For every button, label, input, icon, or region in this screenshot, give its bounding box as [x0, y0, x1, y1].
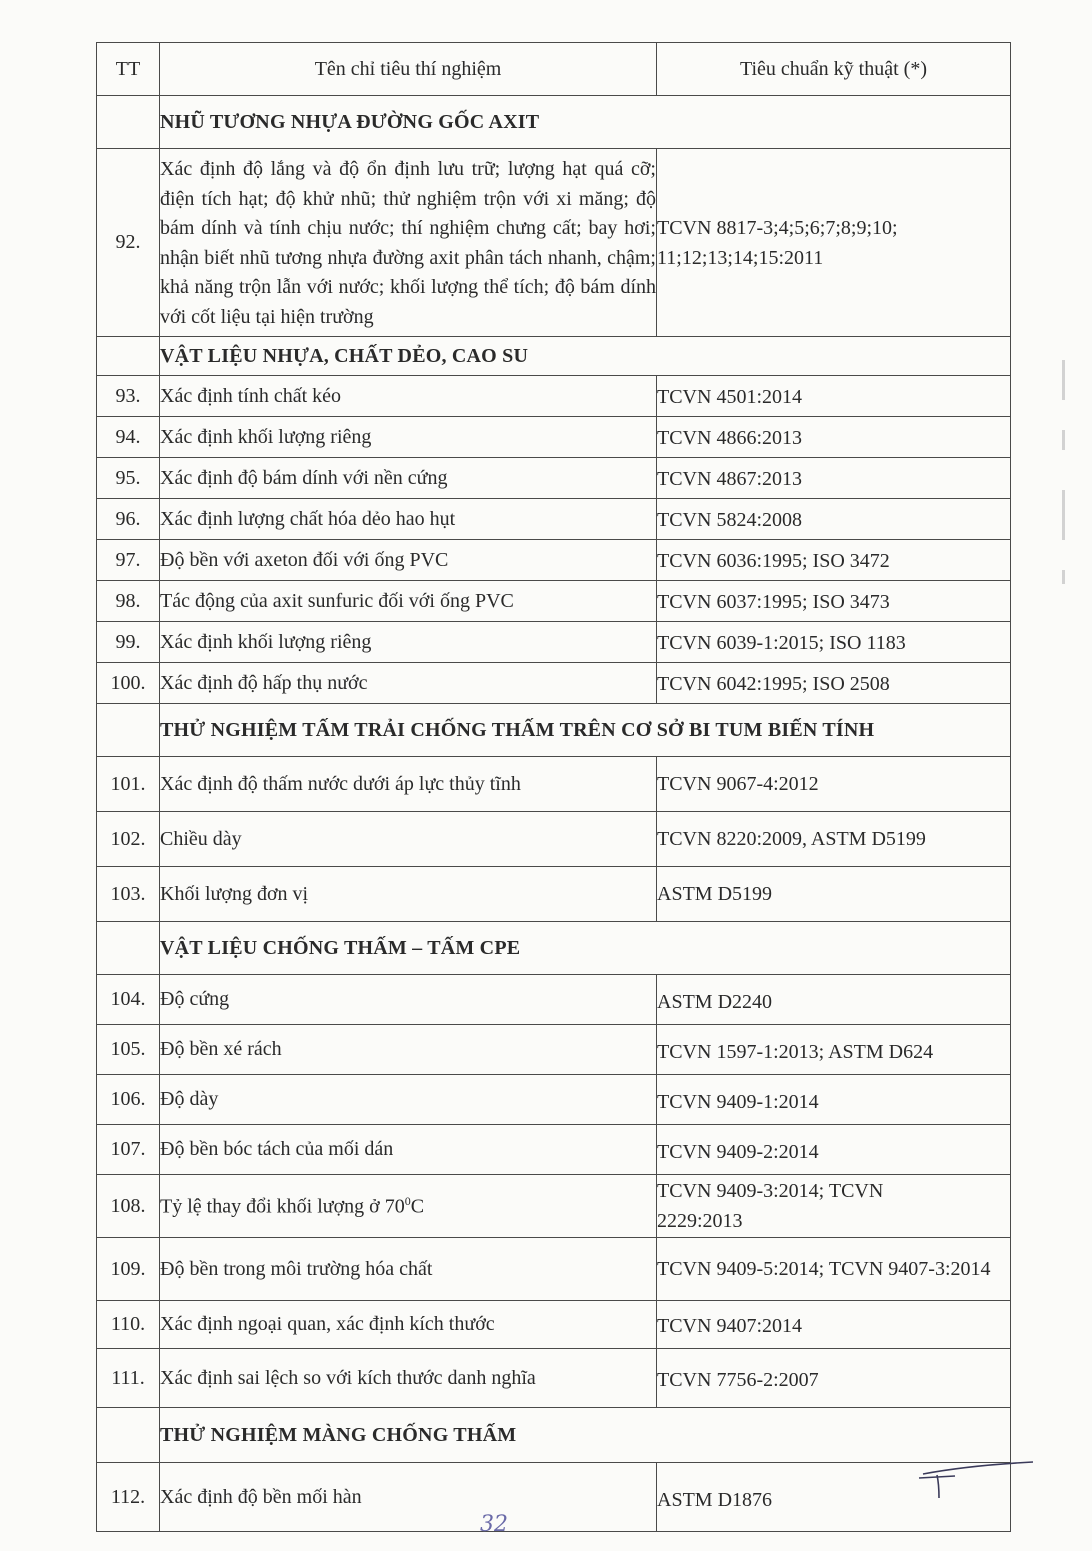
row-test-name: Xác định độ lắng và độ ổn định lưu trữ; lượng hạt quá cỡ; điện tích hạt; độ khử nhũ; thử nghiệm trộn với xi măng; độ bám dính và tính chịu nước; thí nghiệm chưng cất; bay hơi; nhận biết nhũ tương nhựa đường axit phân tách nhanh, chậm; khả năng trộn lẫn với nước; khối lượng thể tích; độ bám dính với cốt liệu tại hiện trường: [160, 149, 657, 337]
row-test-name: Độ bền bóc tách của mối dán: [160, 1125, 657, 1175]
row-test-name: [160, 1175, 657, 1238]
table-row: [97, 417, 1011, 458]
section-title: NHŨ TƯƠNG NHỰA ĐƯỜNG GỐC AXIT: [160, 96, 1011, 149]
row-standard: TCVN 6042:1995; ISO 2508: [657, 663, 1011, 704]
row-tt: 101.: [97, 757, 160, 812]
table-row: [97, 663, 1011, 704]
row-test-name: Xác định khối lượng riêng: [160, 417, 657, 458]
row-standard: TCVN 7756-2:2007: [657, 1349, 1011, 1408]
row-standard: TCVN 4867:2013: [657, 458, 1011, 499]
table-row: [97, 1125, 1011, 1175]
row-standard: ASTM D2240: [657, 975, 1011, 1025]
table-row: [97, 1075, 1011, 1125]
row-test-name: Xác định tính chất kéo: [160, 376, 657, 417]
row-test-name-unit: C: [410, 1195, 425, 1218]
row-standard: TCVN 4501:2014: [657, 376, 1011, 417]
row-standard: TCVN 9409-3:2014; TCVN 2229:2013: [657, 1175, 1011, 1238]
row-tt: 104.: [97, 975, 160, 1025]
table-row: [97, 622, 1011, 663]
page-number: 32: [480, 1512, 508, 1537]
row-test-name: Tác động của axit sunfuric đối với ống PVC: [160, 581, 657, 622]
row-test-name: Xác định lượng chất hóa dẻo hao hụt: [160, 499, 657, 540]
row-standard: TCVN 8220:2009, ASTM D5199: [657, 812, 1011, 867]
row-standard: TCVN 9067-4:2012: [657, 757, 1011, 812]
row-standard: TCVN 6036:1995; ISO 3472: [657, 540, 1011, 581]
row-tt: 102.: [97, 812, 160, 867]
row-standard: ASTM D5199: [657, 867, 1011, 922]
table-row: [97, 1301, 1011, 1349]
row-tt: 103.: [97, 867, 160, 922]
row-tt: 109.: [97, 1238, 160, 1301]
table-row: [97, 581, 1011, 622]
row-test-name: Độ dày: [160, 1075, 657, 1125]
table-row: [97, 458, 1011, 499]
row-tt: 106.: [97, 1075, 160, 1125]
row-tt: 92.: [97, 149, 160, 337]
row-standard: TCVN 9409-5:2014; TCVN 9407-3:2014: [657, 1238, 1011, 1301]
section-row: [97, 337, 1011, 376]
row-tt: 107.: [97, 1125, 160, 1175]
table-row: [97, 1463, 1011, 1532]
table-row: [97, 812, 1011, 867]
header-standard: Tiêu chuẩn kỹ thuật (*): [657, 43, 1011, 96]
header-tt: TT: [97, 43, 160, 96]
header-test-name: Tên chỉ tiêu thí nghiệm: [160, 43, 657, 96]
row-standard: TCVN 1597-1:2013; ASTM D624: [657, 1025, 1011, 1075]
row-tt: 111.: [97, 1349, 160, 1408]
row-test-name: Chiều dày: [160, 812, 657, 867]
scan-artifact-marks: [1062, 360, 1068, 590]
row-test-name: Xác định khối lượng riêng: [160, 622, 657, 663]
row-tt: 97.: [97, 540, 160, 581]
section-row: [97, 704, 1011, 757]
row-standard: TCVN 9409-1:2014: [657, 1075, 1011, 1125]
table-row: [97, 149, 1011, 337]
row-tt: 108.: [97, 1175, 160, 1238]
row-tt: 96.: [97, 499, 160, 540]
row-test-name: Xác định sai lệch so với kích thước danh nghĩa: [160, 1349, 657, 1408]
table-row: [97, 499, 1011, 540]
row-standard: TCVN 8817-3;4;5;6;7;8;9;10; 11;12;13;14;15:2011: [657, 149, 1011, 337]
row-test-name: Độ bền trong môi trường hóa chất: [160, 1238, 657, 1301]
row-standard: TCVN 6037:1995; ISO 3473: [657, 581, 1011, 622]
row-standard: TCVN 4866:2013: [657, 417, 1011, 458]
row-test-name: Xác định ngoại quan, xác định kích thước: [160, 1301, 657, 1349]
row-standard: TCVN 9409-2:2014: [657, 1125, 1011, 1175]
table-row: [97, 1349, 1011, 1408]
row-test-name: Khối lượng đơn vị: [160, 867, 657, 922]
section-title: VẬT LIỆU CHỐNG THẤM – TẤM CPE: [160, 922, 1011, 975]
row-test-name: Xác định độ bền mối hàn: [160, 1463, 657, 1532]
row-test-name: Xác định độ thấm nước dưới áp lực thủy tĩnh: [160, 757, 657, 812]
signature-mark: [915, 1460, 1035, 1500]
row-tt: 110.: [97, 1301, 160, 1349]
row-tt: 98.: [97, 581, 160, 622]
table-row: [97, 540, 1011, 581]
section-title: THỬ NGHIỆM MÀNG CHỐNG THẤM: [160, 1408, 1011, 1463]
degree-superscript: 0: [404, 1193, 411, 1208]
row-tt: 105.: [97, 1025, 160, 1075]
table-row: [97, 867, 1011, 922]
section-title: VẬT LIỆU NHỰA, CHẤT DẺO, CAO SU: [160, 337, 1011, 376]
table-row: [97, 1238, 1011, 1301]
row-test-name-text: Tỷ lệ thay đổi khối lượng ở 70: [160, 1195, 405, 1218]
table-row: [97, 376, 1011, 417]
table-row: [97, 757, 1011, 812]
row-standard: TCVN 6039-1:2015; ISO 1183: [657, 622, 1011, 663]
test-standards-table: [96, 42, 1011, 1532]
row-test-name: Độ bền với axeton đối với ống PVC: [160, 540, 657, 581]
row-test-name: Xác định độ bám dính với nền cứng: [160, 458, 657, 499]
table-row: [97, 1175, 1011, 1238]
row-test-name: Xác định độ hấp thụ nước: [160, 663, 657, 704]
row-test-name: Độ bền xé rách: [160, 1025, 657, 1075]
section-row: [97, 922, 1011, 975]
table-header-row: [97, 43, 1011, 96]
row-tt: 100.: [97, 663, 160, 704]
row-tt: 112.: [97, 1463, 160, 1532]
row-standard: TCVN 5824:2008: [657, 499, 1011, 540]
row-tt: 93.: [97, 376, 160, 417]
section-title: THỬ NGHIỆM TẤM TRẢI CHỐNG THẤM TRÊN CƠ SỞ BI TUM BIẾN TÍNH: [160, 704, 1011, 757]
row-tt: 95.: [97, 458, 160, 499]
row-standard: TCVN 9407:2014: [657, 1301, 1011, 1349]
section-row: [97, 96, 1011, 149]
table-row: [97, 1025, 1011, 1075]
section-row: [97, 1408, 1011, 1463]
row-standard: ASTM D1876: [657, 1463, 1011, 1532]
row-tt: 99.: [97, 622, 160, 663]
row-test-name: Độ cứng: [160, 975, 657, 1025]
row-tt: 94.: [97, 417, 160, 458]
table-row: [97, 975, 1011, 1025]
